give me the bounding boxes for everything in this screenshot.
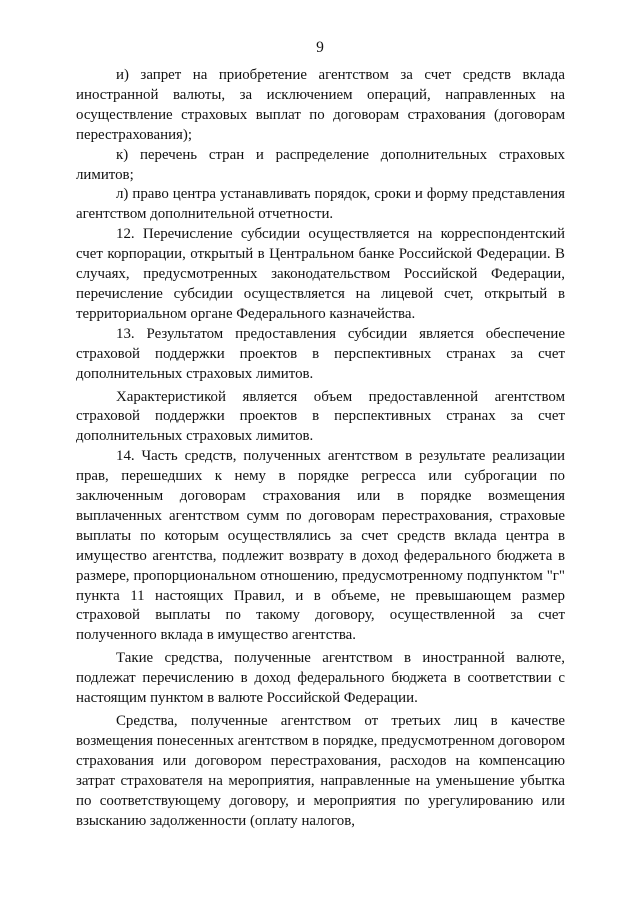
paragraph-characteristic: Характеристикой является объем предоставленной агентством страховой поддержки проектов в перспективных странах за счет дополнительных страховых лимитов. bbox=[76, 388, 565, 445]
paragraph-foreign-currency: Такие средства, полученные агентством в иностранной валюте, подлежат перечислению в доход федерального бюджета в соответствии с настоящим пунктом в валюте Российской Федерации. bbox=[76, 650, 565, 707]
page-number: 9 bbox=[316, 39, 324, 56]
paragraph-clause-13: 13. Результатом предоставления субсидии является обеспечение страховой поддержки проектов в перспективных странах за счет дополнительных страховых лимитов. bbox=[76, 325, 565, 382]
paragraph-clause-12: 12. Перечисление субсидии осуществляется на корреспондентский счет корпорации, открытый в Центральном банке Российской Федерации. В случаях, предусмотренных законодательством Российской Федерации, перечисление субсидии осуществляется на лицевой счет, открытый в территориальном органе Федерального казначейства. bbox=[76, 226, 565, 322]
paragraph-item-k: к) перечень стран и распределение дополнительных страховых лимитов; bbox=[76, 146, 565, 183]
paragraph-clause-14: 14. Часть средств, полученных агентством в результате реализации прав, перешедших к нему в порядке регресса или суброгации по заключенным договорам страхования или в порядке возмещения выплаченных агентством сумм по договорам перестрахования, страховые выплаты по которым осуществлялись за счет средств вклада центра в имущество агентства, подлежит возврату в доход федерального бюджета в размере, пропорциональном отношению, предусмотренному подпунктом "г" пункта 11 настоящих Правил, и в объеме, не превышающем размер страховой выплаты по такому договору, осуществленной за счет полученного вклада в имущество агентства. bbox=[76, 448, 565, 644]
document-body bbox=[76, 66, 565, 831]
paragraph-third-party-funds: Средства, полученные агентством от третьих лиц в качестве возмещения понесенных агентством в порядке, предусмотренном договором страхования или договором перестрахования, расходов на компенсацию затрат страхователя на мероприятия, направленные на уменьшение убытка по соответствующему договору, и мероприятия по урегулированию или взысканию задолженности (оплату налогов, bbox=[76, 713, 565, 829]
paragraph-item-l: л) право центра устанавливать порядок, сроки и форму представления агентством дополнительной отчетности. bbox=[76, 186, 565, 223]
paragraph-item-i: и) запрет на приобретение агентством за счет средств вклада иностранной валюты, за исключением операций, направленных на осуществление страховых выплат по договорам страхования (договорам перестрахования); bbox=[76, 67, 565, 143]
